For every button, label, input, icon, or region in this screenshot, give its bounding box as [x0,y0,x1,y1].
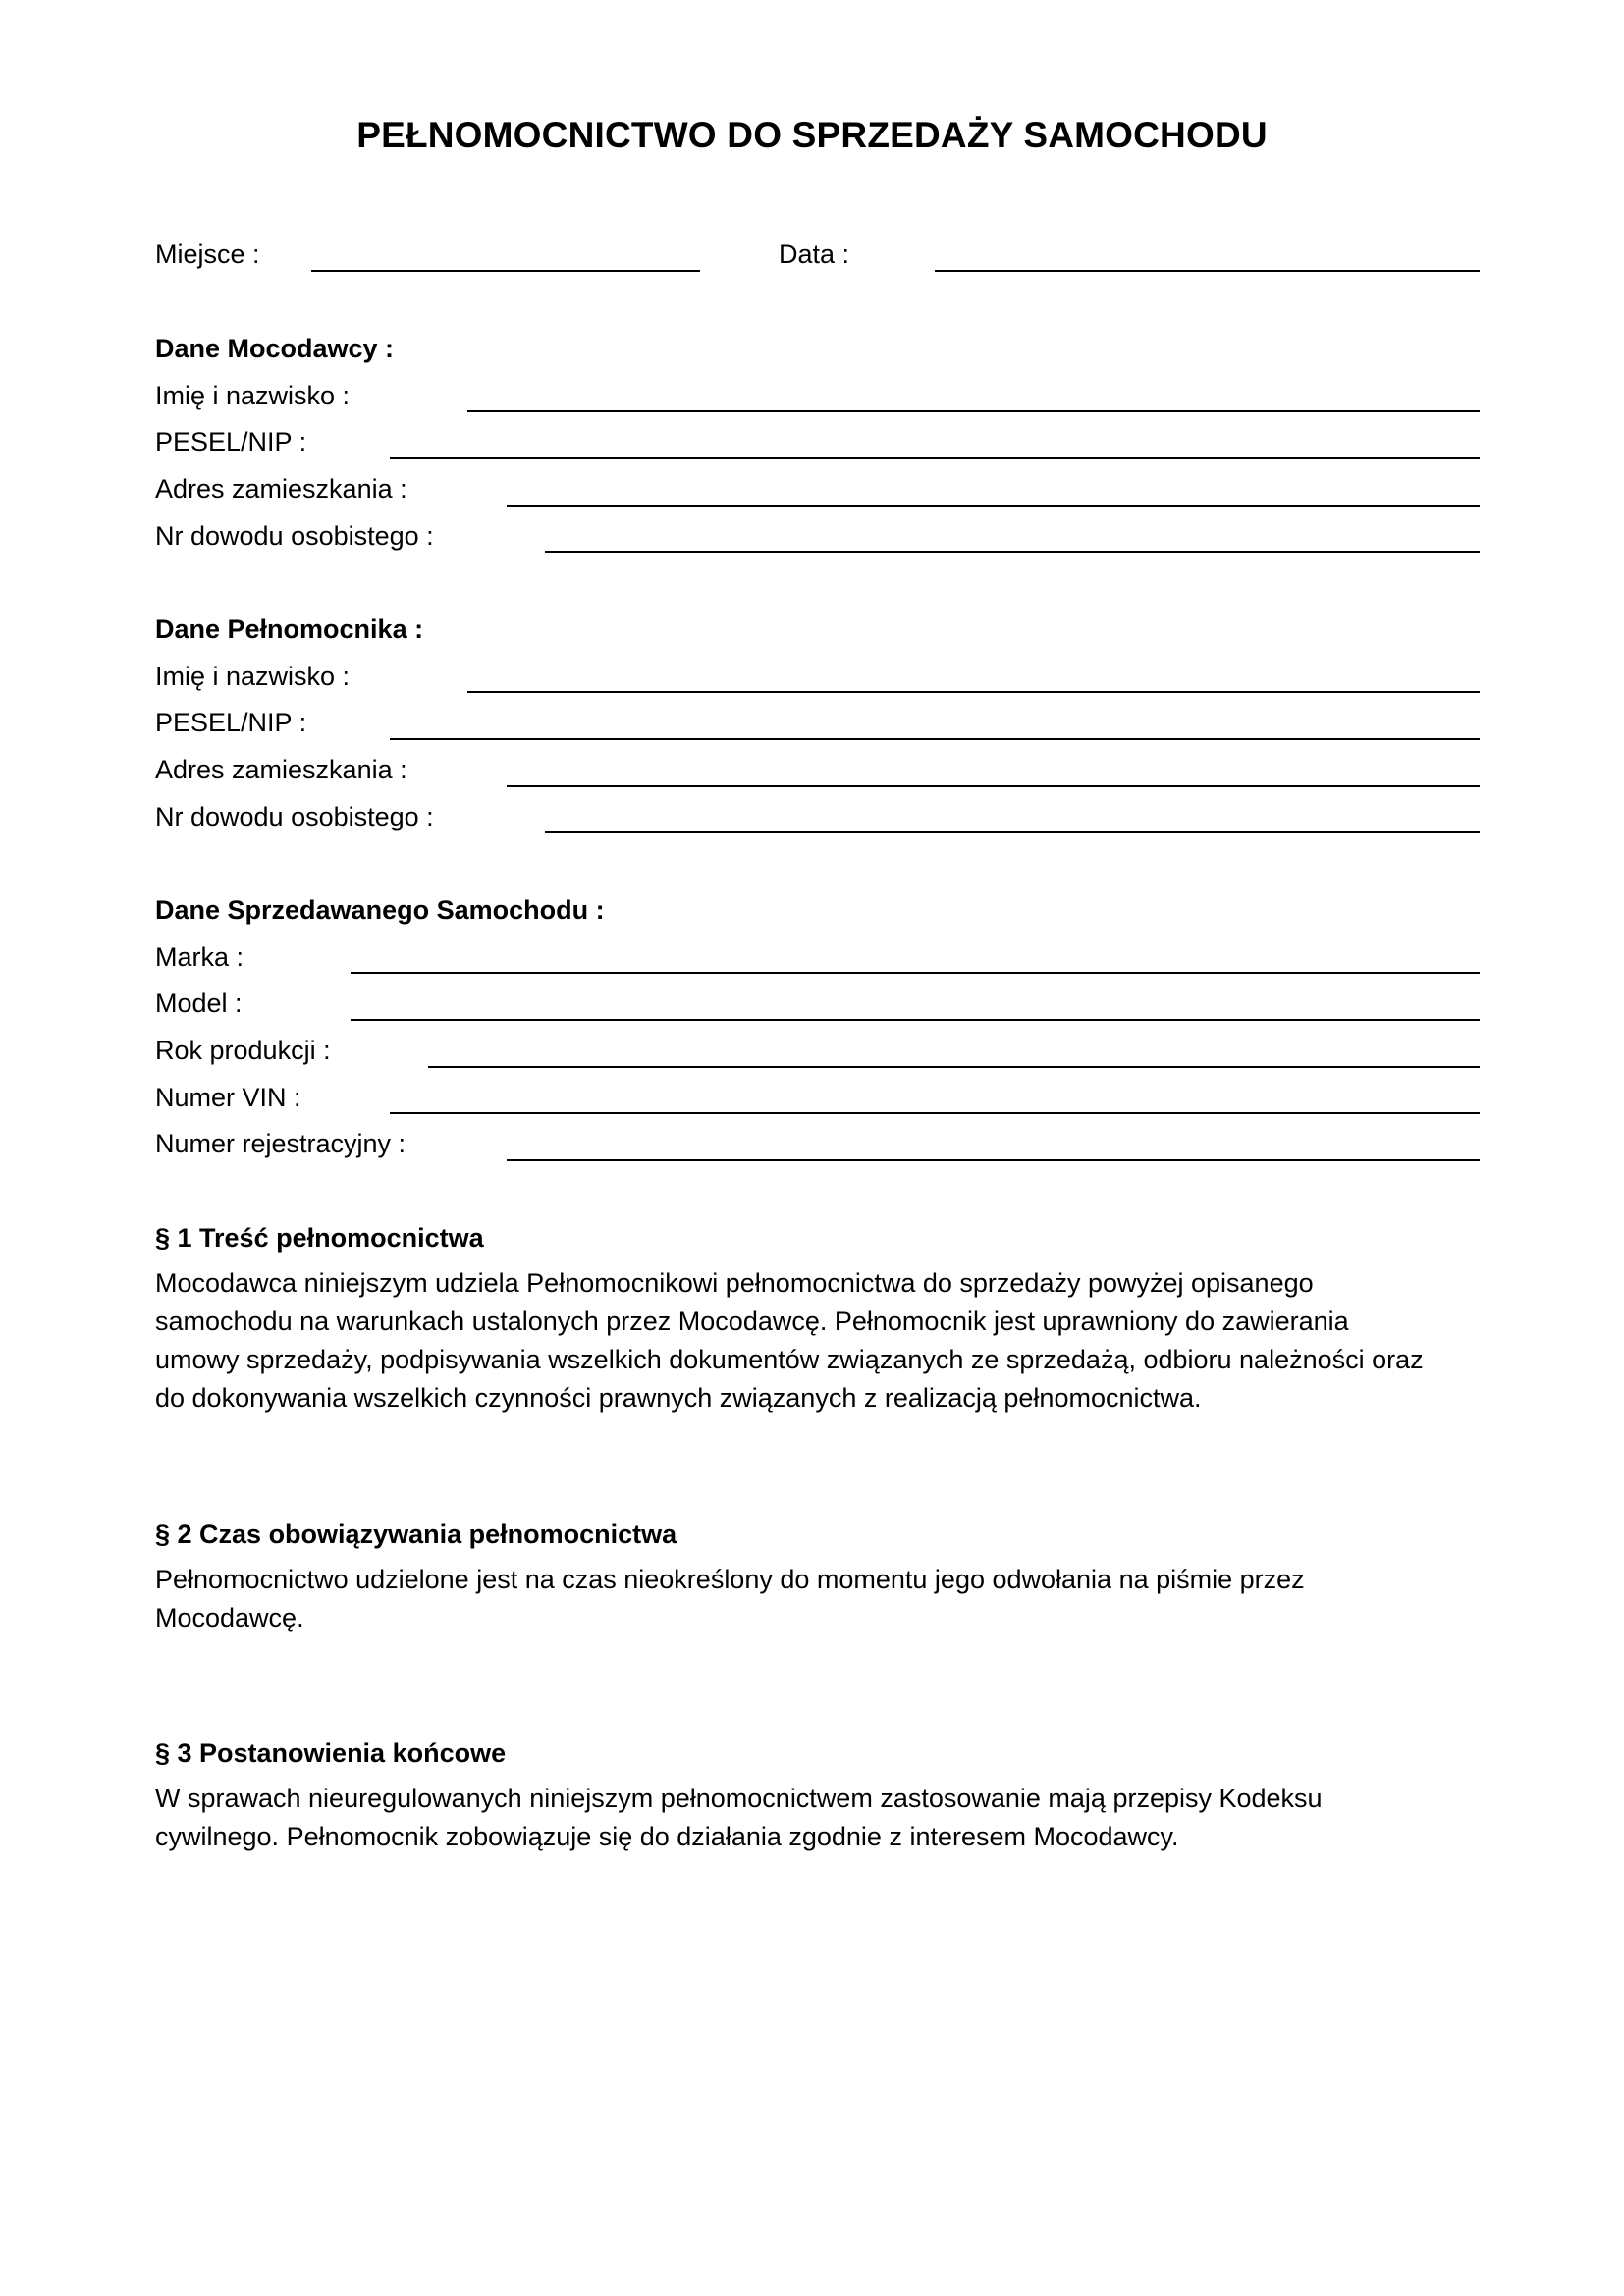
section-2-heading: § 2 Czas obowiązywania pełnomocnictwa [155,1520,677,1549]
vehicle-year-label: Rok produkcji : [155,1036,331,1065]
attorney-address-label: Adres zamieszkania : [155,755,407,784]
attorney-address-field[interactable] [507,785,1480,787]
place-field[interactable] [311,270,700,272]
place-label: Miejsce : [155,240,260,269]
vehicle-vin-field[interactable] [390,1112,1480,1114]
date-label: Data : [779,240,850,269]
vehicle-model-field[interactable] [351,1019,1480,1021]
attorney-heading: Dane Pełnomocnika : [155,614,424,644]
principal-pesel-label: PESEL/NIP : [155,427,307,456]
section-3-body: W sprawach nieuregulowanych niniejszym pełnomocnictwem zastosowanie mają przepisy Kodeksu cywilnego. Pełnomocnik zobowiązuje się do działania zgodnie z interesem Mocodawcy. [155,1784,1323,1851]
principal-id-field[interactable] [545,551,1480,553]
section-1-body: Mocodawca niniejszym udziela Pełnomocnikowi pełnomocnictwa do sprzedaży powyżej opisanego samochodu na warunkach ustalonych przez Mocodawcę. Pełnomocnik jest uprawniony do zawierania umowy sprzedaży, podpisywania wszelkich dokumentów związanych ze sprzedażą, odbioru należności oraz do dokonywania wszelkich czynności prawnych związanych z realizacją pełnomocnictwa. [155,1268,1424,1413]
principal-name-field[interactable] [467,410,1480,412]
principal-name-label: Imię i nazwisko : [155,381,351,410]
vehicle-model-label: Model : [155,988,243,1018]
principal-address-label: Adres zamieszkania : [155,474,407,504]
vehicle-year-field[interactable] [428,1066,1480,1068]
section-2-body: Pełnomocnictwo udzielone jest na czas nieokreślony do momentu jego odwołania na piśmie przez Mocodawcę. [155,1565,1305,1632]
section-1-heading: § 1 Treść pełnomocnictwa [155,1223,484,1253]
principal-id-label: Nr dowodu osobistego : [155,521,434,551]
vehicle-make-field[interactable] [351,972,1480,974]
attorney-name-label: Imię i nazwisko : [155,662,351,691]
attorney-id-field[interactable] [545,831,1480,833]
vehicle-plate-field[interactable] [507,1159,1480,1161]
attorney-name-field[interactable] [467,691,1480,693]
document-title: PEŁNOMOCNICTWO DO SPRZEDAŻY SAMOCHODU [356,115,1268,155]
vehicle-heading: Dane Sprzedawanego Samochodu : [155,895,605,925]
attorney-pesel-field[interactable] [390,738,1480,740]
section-3-heading: § 3 Postanowienia końcowe [155,1738,507,1768]
date-field[interactable] [935,270,1480,272]
attorney-pesel-label: PESEL/NIP : [155,708,307,737]
vehicle-make-label: Marka : [155,942,244,972]
attorney-id-label: Nr dowodu osobistego : [155,802,434,831]
principal-address-field[interactable] [507,505,1480,507]
vehicle-plate-label: Numer rejestracyjny : [155,1129,406,1158]
vehicle-vin-label: Numer VIN : [155,1083,301,1112]
principal-heading: Dane Mocodawcy : [155,334,395,363]
principal-pesel-field[interactable] [390,457,1480,459]
